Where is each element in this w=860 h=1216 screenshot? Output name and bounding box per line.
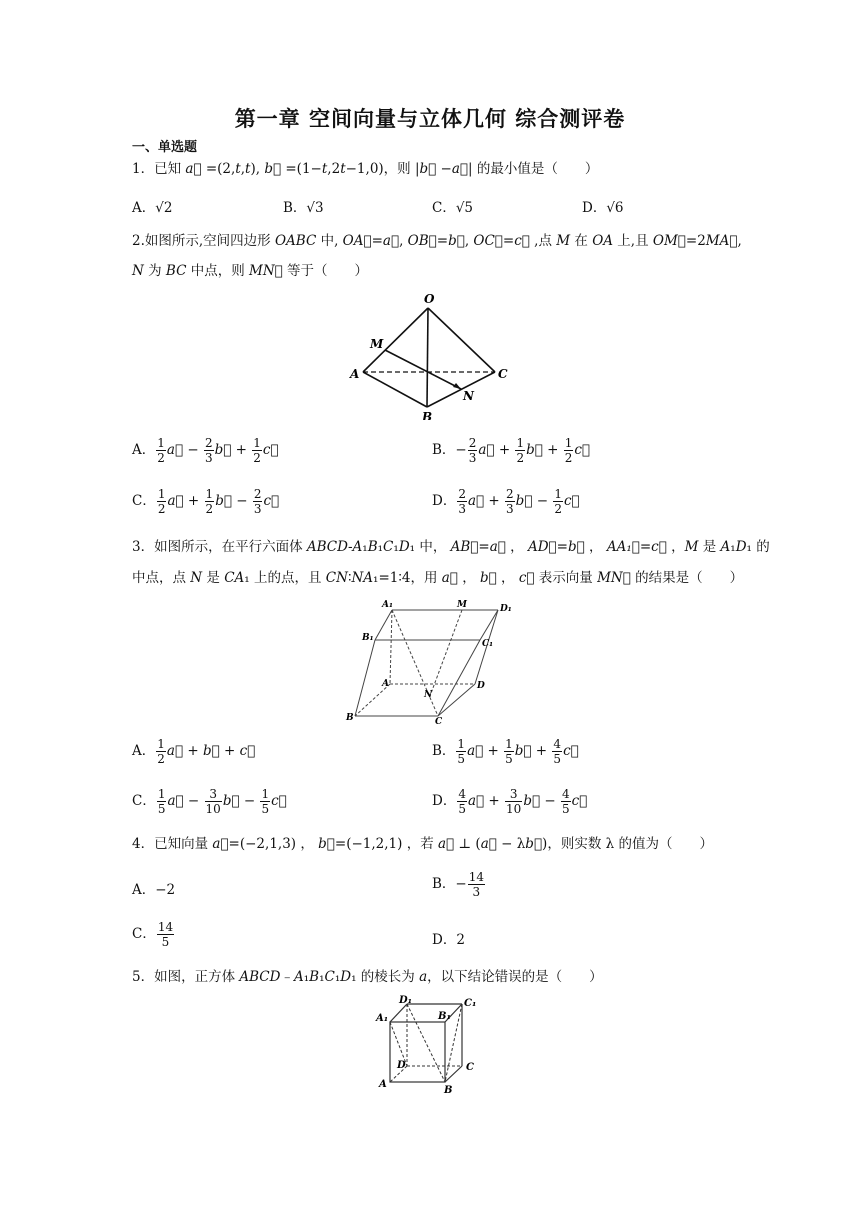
q3-option-d[interactable]: D． $\frac{4}{5}$ a⃗ + $\frac{3}{10}$ b⃗ − $\frac{4}{5}$ c⃗	[432, 787, 588, 816]
label-c: C	[435, 717, 443, 724]
q1-option-b[interactable]: B．√3	[283, 200, 324, 216]
label-a: A	[382, 679, 389, 689]
tetrahedron-figure	[345, 290, 515, 420]
label-b: B	[346, 713, 354, 723]
label-n: N	[463, 389, 474, 403]
label-d: D	[397, 1060, 406, 1071]
label-b1: B₁	[438, 1011, 451, 1022]
q1-option-a[interactable]: A．√2	[132, 200, 173, 216]
label-d1: D₁	[500, 604, 512, 614]
question-4-stem: 4．已知向量 a⃗=(−2,1,3) ， b⃗=(−1,2,1) ，若 a⃗ ⊥ (a⃗ − λb⃗)，则实数 λ 的值为（ ）	[132, 836, 713, 852]
label-n: N	[424, 690, 433, 700]
label-b: B	[422, 410, 433, 420]
question-2-stem-line1: 2.如图所示,空间四边形 OABC 中, OA⃗=a⃗, OB⃗=b⃗, OC⃗=c⃗ ,点 M 在 OA 上,且 OM⃗=2MA⃗,	[132, 233, 742, 249]
q2-option-a[interactable]: A． $\frac{1}{2}$ a⃗ − $\frac{2}{3}$ b⃗ + $\frac{1}{2}$ c⃗	[132, 436, 279, 465]
q3-option-a[interactable]: A． $\frac{1}{2}$ a⃗ + b⃗ + c⃗	[132, 737, 256, 766]
label-d1: D₁	[399, 995, 413, 1006]
q4-option-d[interactable]: D．2	[432, 932, 465, 948]
question-5-stem: 5．如图，正方体 ABCD﹣A₁B₁C₁D₁ 的棱长为 a，以下结论错误的是（ ）	[132, 969, 603, 985]
question-2-stem-line2: N 为 BC 中点，则 MN⃗ 等于（ ）	[132, 263, 369, 279]
q3-option-b[interactable]: B． $\frac{1}{5}$ a⃗ + $\frac{1}{5}$ b⃗ + $\frac{4}{5}$ c⃗	[432, 737, 579, 766]
q1-option-d[interactable]: D．√6	[582, 200, 624, 216]
q3-option-c[interactable]: C． $\frac{1}{5}$ a⃗ − $\frac{3}{10}$ b⃗ − $\frac{1}{5}$ c⃗	[132, 787, 287, 816]
label-c1: C₁	[464, 998, 477, 1009]
section-heading: 一、单选题	[132, 140, 198, 155]
label-o: O	[424, 292, 435, 306]
label-a1: A₁	[376, 1013, 389, 1024]
label-d: D	[477, 681, 485, 691]
q4-option-c[interactable]: C． $\frac{14}{5}$	[132, 920, 174, 949]
question-3-stem-line1: 3．如图所示，在平行六面体 ABCD-A₁B₁C₁D₁ 中， AB⃗=a⃗ ， AD⃗=b⃗ ， AA₁⃗=c⃗ ，M 是 A₁D₁ 的	[132, 539, 770, 555]
label-m: M	[370, 337, 384, 351]
label-c: C	[466, 1062, 474, 1073]
q4-option-a[interactable]: A．−2	[132, 882, 176, 898]
cube-figure	[372, 994, 490, 1096]
q4-option-b[interactable]: B．− $\frac{14}{3}$	[432, 870, 485, 899]
parallelepiped-figure	[340, 596, 520, 724]
label-m: M	[457, 600, 467, 610]
label-b1: B₁	[362, 633, 374, 643]
question-1-stem: 1．已知 a⃗ =(2,t,t), b⃗ =(1−t,2t−1,0)，则 |b⃗ −a⃗| 的最小值是（ ）	[132, 161, 599, 177]
label-a1: A₁	[382, 600, 393, 610]
label-a: A	[379, 1079, 387, 1090]
label-a: A	[350, 367, 360, 381]
page-title: 第一章 空间向量与立体几何 综合测评卷	[234, 107, 626, 131]
q2-option-d[interactable]: D． $\frac{2}{3}$ a⃗ + $\frac{2}{3}$ b⃗ − $\frac{1}{2}$ c⃗	[432, 487, 580, 516]
label-c: C	[498, 367, 508, 381]
question-3-stem-line2: 中点，点 N 是 CA₁ 上的点，且 CN∶NA₁=1∶4，用 a⃗ ， b⃗ ， c⃗ 表示向量 MN⃗ 的结果是（ ）	[132, 570, 744, 586]
q2-option-c[interactable]: C． $\frac{1}{2}$ a⃗ + $\frac{1}{2}$ b⃗ − $\frac{2}{3}$ c⃗	[132, 487, 280, 516]
label-c1: C₁	[482, 639, 494, 649]
q1-option-c[interactable]: C．√5	[432, 200, 474, 216]
label-b: B	[444, 1085, 453, 1096]
q2-option-b[interactable]: B．− $\frac{2}{3}$ a⃗ + $\frac{1}{2}$ b⃗ + $\frac{1}{2}$ c⃗	[432, 436, 591, 465]
